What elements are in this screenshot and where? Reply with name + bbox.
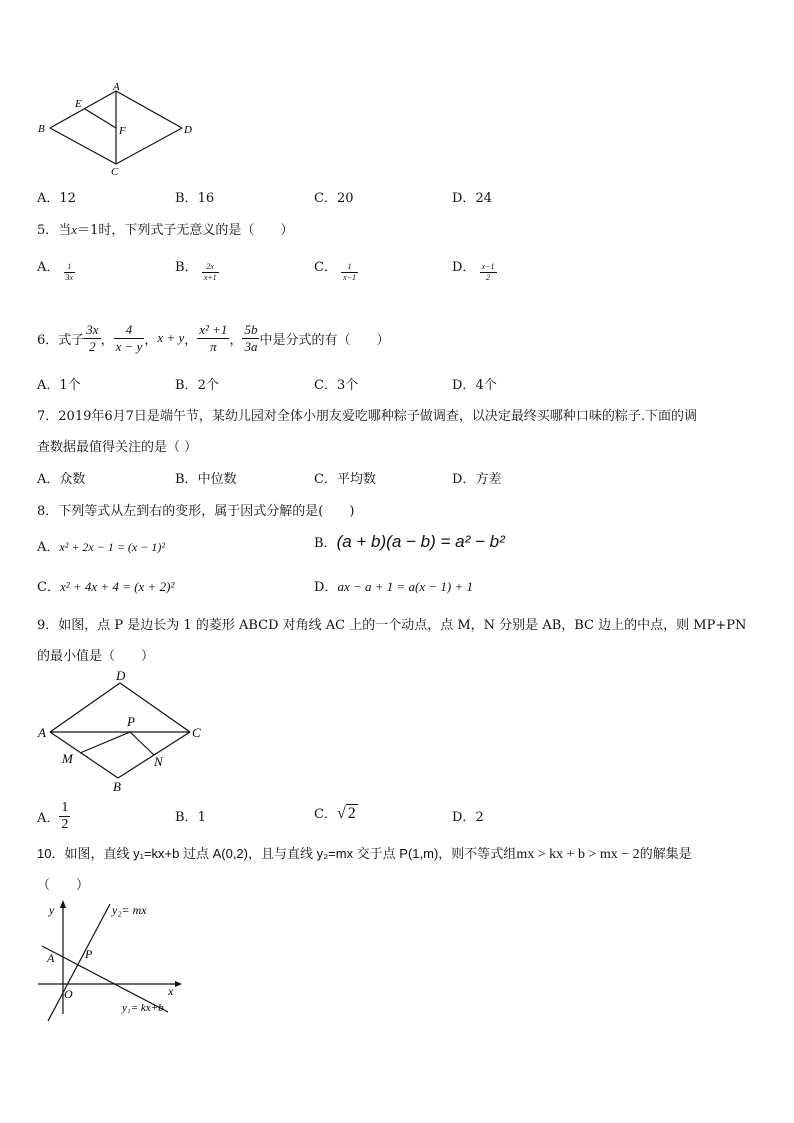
q5-stem: 5．当x＝1时，下列式子无意义的是（ ） [37, 222, 294, 238]
q6-option-b[interactable]: B．2个 [175, 378, 219, 393]
fig-label-C: C [192, 725, 201, 740]
q5-option-c[interactable]: C． $\frac{1}{x-1}$ [314, 260, 357, 282]
fig-label-y2: y₂= mx [112, 903, 147, 917]
fig-label-y: y [49, 903, 55, 917]
q9-rhombus-figure [30, 665, 210, 795]
q9-stem-line1: 9．如图，点 P 是边长为 1 的菱形 ABCD 对角线 AC 上的一个动点，点 M，N 分别是 AB，BC 边上的中点，则 MP+PN [37, 618, 747, 633]
q7-option-d[interactable]: D．方差 [452, 472, 502, 487]
q10-graph-figure [30, 896, 195, 1021]
fig-label-B: B [113, 779, 121, 794]
q9-stem-line2: 的最小值是（ ） [37, 649, 155, 664]
q4-option-c[interactable]: C．20 [314, 191, 354, 206]
q10-stem-line1: 10．如图，直线 y₁=kx+b 过点 A(0,2)，且与直线 y₂=mx 交于点 P(1,m)，则不等式组mx > kx + b > mx − 2的解集是 [37, 846, 692, 862]
q9-option-d[interactable]: D．2 [452, 810, 484, 825]
q8-option-d[interactable]: D．ax − a + 1 = a(x − 1) + 1 [314, 579, 473, 595]
q10-stem-line2: （ ） [37, 878, 90, 893]
q6-option-d[interactable]: D．4个 [452, 378, 497, 393]
fig-label-D: D [116, 668, 126, 683]
fig-label-P: P [85, 947, 93, 961]
q9-option-c[interactable]: C．√ 2 [314, 805, 356, 822]
q7-option-a[interactable]: A．众数 [37, 472, 86, 487]
fig-label-A: A [47, 951, 55, 965]
q7-stem-line2: 查数据最值得关注的是（ ） [37, 440, 198, 455]
q5-option-a[interactable]: A． $\frac{1}{3x}$ [37, 260, 74, 282]
q5-option-d[interactable]: D． $\frac{x-1}{2}$ [452, 260, 495, 282]
fig-label-A: A [113, 81, 120, 93]
q4-option-d[interactable]: D．24 [452, 191, 492, 206]
q8-option-c[interactable]: C．x² + 4x + 4 = (x + 2)² [37, 579, 175, 595]
fig-label-D: D [184, 124, 192, 136]
fig-label-y1: y₁= kx+b [122, 1002, 164, 1014]
q6-option-a[interactable]: A．1个 [37, 378, 81, 393]
fig-label-x: x [168, 984, 174, 998]
q8-option-a[interactable]: A．x² + 2x − 1 = (x − 1)² [37, 540, 165, 555]
q4-option-a[interactable]: A．12 [37, 191, 76, 206]
q7-stem-line1: 7．2019年6月7日是端午节，某幼儿园对全体小朋友爱吃哪种粽子做调查，以决定最终买哪种口味的粽子.下面的调 [37, 409, 698, 424]
q9-option-b[interactable]: B．1 [175, 810, 206, 825]
q8-stem: 8．下列等式从左到右的变形，属于因式分解的是( ) [37, 504, 355, 519]
fig-label-E: E [75, 98, 82, 110]
q8-option-b[interactable]: B．(a + b)(a − b) = a² − b² [314, 532, 505, 551]
q4-option-b[interactable]: B．16 [175, 191, 215, 206]
q7-option-c[interactable]: C．平均数 [314, 472, 376, 487]
fig-label-F: F [119, 125, 126, 137]
fig-label-M: M [62, 751, 73, 766]
q4-rhombus-figure [30, 78, 200, 178]
fig-label-A: A [38, 725, 46, 740]
fig-label-B: B [38, 123, 45, 135]
fig-label-C: C [111, 166, 119, 178]
fig-label-N: N [154, 754, 163, 769]
fig-label-O: O [64, 987, 73, 1001]
q6-option-c[interactable]: C．3个 [314, 378, 359, 393]
fig-label-P: P [127, 714, 135, 729]
q9-option-a[interactable]: A． $\frac{1}{2}$ [37, 799, 69, 832]
q5-option-b[interactable]: B． $\frac{2x}{x+1}$ [175, 260, 217, 282]
q6-stem: 6．式子 $\frac{3x}{2}$ ， $\frac{4}{x - y}$ ， x + y ， $\frac{\text{x² +1}}{\pi}$ ， $\frac{5b}{3a}$ 中是分式的有（ ） [37, 321, 390, 354]
q7-option-b[interactable]: B．中位数 [175, 472, 237, 487]
